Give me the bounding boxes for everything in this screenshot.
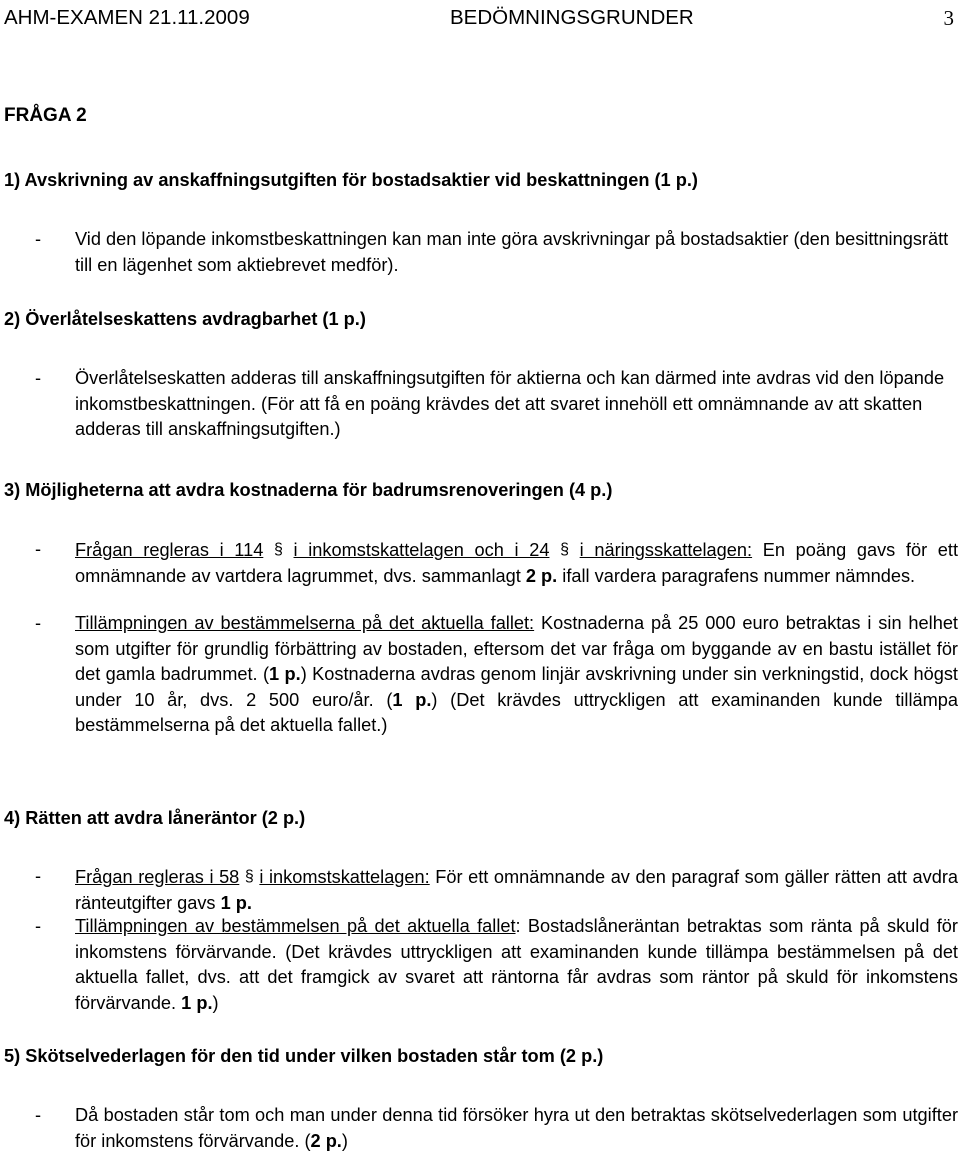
scoring-text: ) [212,992,219,1013]
bullet-text [75,864,958,916]
bullet-text [75,1103,958,1154]
bullet-text: Vid den löpande inkomstbeskattningen kan man inte göra avskrivningar på bostadsaktier (den besittningsrätt till en lägenhet som aktiebrevet medför). [75,229,949,275]
bullet-text [75,611,958,739]
points-value: 2 p. [310,1130,342,1151]
section-2-bullet [4,366,956,444]
header-section-title: BEDÖMNINGSGRUNDER [450,6,694,29]
legal-reference: i inkomstskattelagen: [259,867,430,887]
section-sign: § [244,868,254,885]
section-sign: § [560,541,569,558]
section-3-bullet-1 [4,537,956,615]
scoring-text: ifall vardera paragrafens nummer nämndes. [562,565,916,586]
scoring-text: För ett omnämnande av den paragraf som gäller rätten att avdra ränteutgifter gavs [75,867,958,913]
section-3-bullet-2 [4,611,959,766]
bullet-text [75,914,958,1016]
application-heading: Tillämpningen av bestämmelserna på det aktuella fallet: [75,613,535,633]
section-2-heading: 2) Överlåtelseskattens avdragbarhet (1 p.) [4,309,366,329]
section-1-heading: 1) Avskrivning av anskaffningsutgiften för bostadsaktier vid beskattningen (1 p.) [4,170,698,190]
bullet-text: Överlåtelseskatten adderas till anskaffningsutgiften för aktierna och kan därmed inte avdras vid den löpande inkomstbeskattningen. (För att få en poäng krävdes det att svaret innehöll ett omnämnande av att skatten adderas till anskaffningsutgiften.) [75,368,945,440]
section-5-bullet-1 [4,1103,956,1155]
bullet-dash: - [35,1105,42,1125]
section-4-bullet-2 [4,914,956,1018]
section-4-bullet-1 [4,864,956,916]
scoring-text: En poäng gavs för ett omnämnande av vartdera lagrummet, dvs. sammanlagt [75,540,958,586]
section-4-heading: 4) Rätten att avdra låneräntor (2 p.) [4,808,306,828]
bullet-dash: - [35,229,42,249]
legal-reference: i näringsskattelagen: [579,540,753,560]
bullet-text [75,537,958,589]
points-value: 1 p. [181,992,213,1013]
scoring-text: ) Kostnaderna avdras genom linjär avskrivning under sin verkningstid, dock högst under 10 år, dvs. 2 500 euro/år. ( [75,664,958,710]
points-value: 2 p. [525,565,558,586]
points-value: 1 p. [269,664,301,685]
legal-reference: i inkomstskattelagen och i 24 [293,540,550,560]
bullet-dash: - [35,866,42,886]
page-header [4,6,954,30]
legal-reference: Frågan regleras i 58 [75,867,240,887]
scoring-text: : Bostadslåneräntan betraktas som ränta på skuld för inkomstens förvärvande. (Det krävdes uttryckligen att examinanden kunde tillämpa bestämmelsen på det aktuella fallet, dvs. att det framgick av svaret att räntorna får avdras som räntor på skuld för inkomstens förvärvande. [75,916,958,1013]
section-1-bullet [4,227,956,279]
application-heading: Tillämpningen av bestämmelsen på det aktuella fallet [75,916,516,936]
scoring-text: Kostnaderna på 25 000 euro betraktas i sin helhet som utgifter för grundlig förbättring av bostaden, eftersom det var fråga om byggande av en bastu istället för det gamla badrummet. ( [75,613,958,685]
scoring-text: ) [341,1130,348,1151]
section-sign: § [273,541,283,558]
scoring-text: Då bostaden står tom och man under denna tid försöker hyra ut den betraktas skötselvederlagen som utgifter för inkomstens förvärvande. ( [75,1105,958,1151]
scoring-text: ) (Det krävdes uttryckligen att examinanden kunde tillämpa bestämmelserna på det aktuella fallet.) [75,689,959,736]
bullet-dash: - [35,613,42,633]
header-exam-title: AHM-EXAMEN 21.11.2009 [4,6,250,29]
bullet-dash: - [35,916,42,936]
points-value: 1 p. [392,689,432,710]
section-3-heading: 3) Möjligheterna att avdra kostnaderna för badrumsrenoveringen (4 p.) [4,480,613,500]
bullet-dash: - [35,368,42,388]
legal-reference: Frågan regleras i 114 [75,540,264,560]
section-5-heading: 5) Skötselvederlagen för den tid under vilken bostaden står tom (2 p.) [4,1046,604,1066]
question-title: FRÅGA 2 [4,105,87,126]
bullet-dash: - [35,539,42,559]
points-value: 1 p. [220,892,252,913]
header-page-number: 3 [943,6,954,30]
